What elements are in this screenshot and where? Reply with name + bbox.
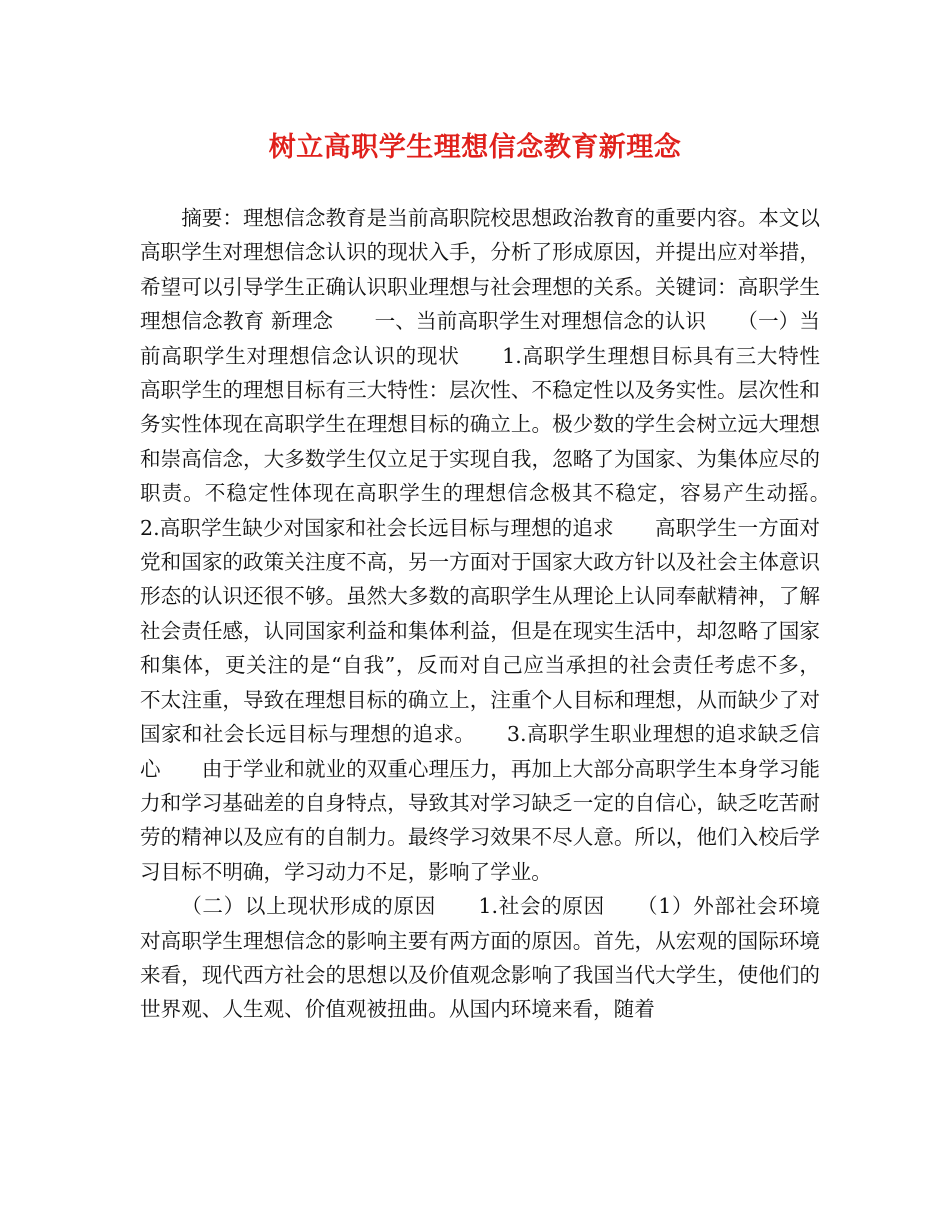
document-body bbox=[140, 201, 862, 1027]
document-title: 树立高职学生理想信念教育新理念 bbox=[268, 132, 682, 163]
paragraph-abstract: 摘要：理想信念教育是当前高职院校思想政治教育的重要内容。本文以高职学生对理想信念认识的现状入手，分析了形成原因，并提出应对举措，希望可以引导学生正确认识职业理想与社会理想的关系。关键词：高职学生 理想信念教育 新理念 一、当前高职学生对理想信念的认识 （一）当前高职学生对理想信念认识的现状 1.高职学生理想目标具有三大特性 高职学生的理想目标有三大特性：层次性、不稳定性以及务实性。层次性和务实性体现在高职学生在理想目标的确立上。极少数的学生会树立远大理想和崇高信念，大多数学生仅立足于实现自我，忽略了为国家、为集体应尽的职责。不稳定性体现在高职学生的理想信念极其不稳定，容易产生动摇。 2.高职学生缺少对国家和社会长远目标与理想的追求 高职学生一方面对党和国家的政策关注度不高，另一方面对于国家大政方针以及社会主体意识形态的认识还很不够。虽然大多数的高职学生从理论上认同奉献精神，了解社会责任感，认同国家利益和集体利益，但是在现实生活中，却忽略了国家和集体，更关注的是“自我”，反而对自己应当承担的社会责任考虑不多，不太注重，导致在理想目标的确立上，注重个人目标和理想，从而缺少了对国家和社会长远目标与理想的追求。 3.高职学生职业理想的追求缺乏信心 由于学业和就业的双重心理压力，再加上大部分高职学生本身学习能力和学习基础差的自身特点，导致其对学习缺乏一定的自信心，缺乏吃苦耐劳的精神以及应有的自制力。最终学习效果不尽人意。所以，他们入校后学习目标不明确，学习动力不足，影响了学业。 bbox=[140, 206, 862, 884]
paragraph-causes: （二）以上现状形成的原因 1.社会的原因 （1）外部社会环境对高职学生理想信念的影响主要有两方面的原因。首先，从宏观的国际环境来看，现代西方社会的思想以及价值观念影响了我国当代大学生，使他们的世界观、人生观、价值观被扭曲。从国内环境来看，随着 bbox=[140, 894, 820, 1022]
